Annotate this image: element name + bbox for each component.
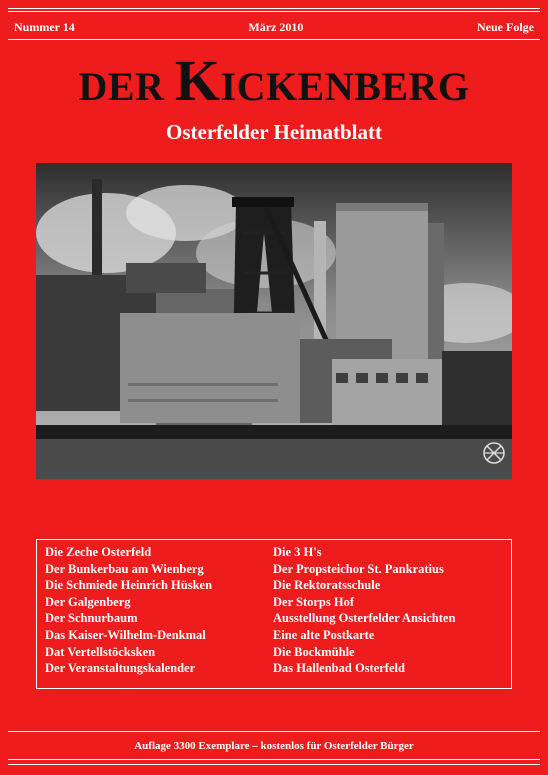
list-item: Das Kaiser-Wilhelm-Denkmal bbox=[45, 627, 206, 642]
colliery-photo bbox=[36, 163, 512, 479]
list-item: Die Schmiede Heinrich Hüsken bbox=[45, 578, 213, 593]
masthead-initial: K bbox=[174, 48, 221, 113]
list-item: Die Bockmühle bbox=[273, 644, 355, 659]
masthead-title bbox=[0, 48, 548, 113]
list-item: Der Propsteichor St. Pankratius bbox=[273, 561, 444, 576]
masthead-der: DER bbox=[78, 64, 165, 109]
list-item: Die Zeche Osterfeld bbox=[45, 545, 152, 559]
footer-rule-top bbox=[8, 731, 540, 732]
list-item: Der Schnurbaum bbox=[45, 611, 138, 626]
list-item: Eine alte Postkarte bbox=[273, 627, 375, 642]
bottom-rule bbox=[8, 764, 540, 765]
issue-bar bbox=[14, 20, 534, 35]
footer-rule-bottom bbox=[8, 759, 540, 760]
header-rule bbox=[8, 39, 540, 40]
footer-note: Auflage 3300 Exemplare – kostenlos für Osterfelder Bürger bbox=[134, 740, 414, 752]
list-item: Die Rektoratsschule bbox=[273, 578, 381, 593]
contents-column-left bbox=[45, 544, 273, 688]
contents-column-right bbox=[273, 544, 455, 688]
issue-date: März 2010 bbox=[248, 20, 304, 34]
issue-series: Neue Folge bbox=[477, 20, 534, 34]
top-rule-2 bbox=[8, 11, 540, 12]
cover-photo bbox=[36, 163, 512, 479]
list-item: Ausstellung Osterfelder Ansichten bbox=[273, 611, 456, 626]
top-rule-1 bbox=[8, 8, 540, 9]
table-of-contents bbox=[36, 539, 512, 689]
issue-number: Nummer 14 bbox=[14, 20, 75, 34]
list-item: Die 3 H's bbox=[273, 545, 322, 559]
list-item: Das Hallenbad Osterfeld bbox=[273, 661, 405, 676]
list-item: Der Bunkerbau am Wienberg bbox=[45, 561, 204, 576]
list-item: Der Veranstaltungskalender bbox=[45, 661, 196, 676]
masthead-rest: ICKENBERG bbox=[220, 64, 470, 109]
list-item: Dat Vertellstöcksken bbox=[45, 644, 156, 659]
list-item: Der Storps Hof bbox=[273, 594, 355, 609]
masthead-subtitle: Osterfelder Heimatblatt bbox=[166, 120, 382, 144]
list-item: Der Galgenberg bbox=[45, 594, 131, 609]
